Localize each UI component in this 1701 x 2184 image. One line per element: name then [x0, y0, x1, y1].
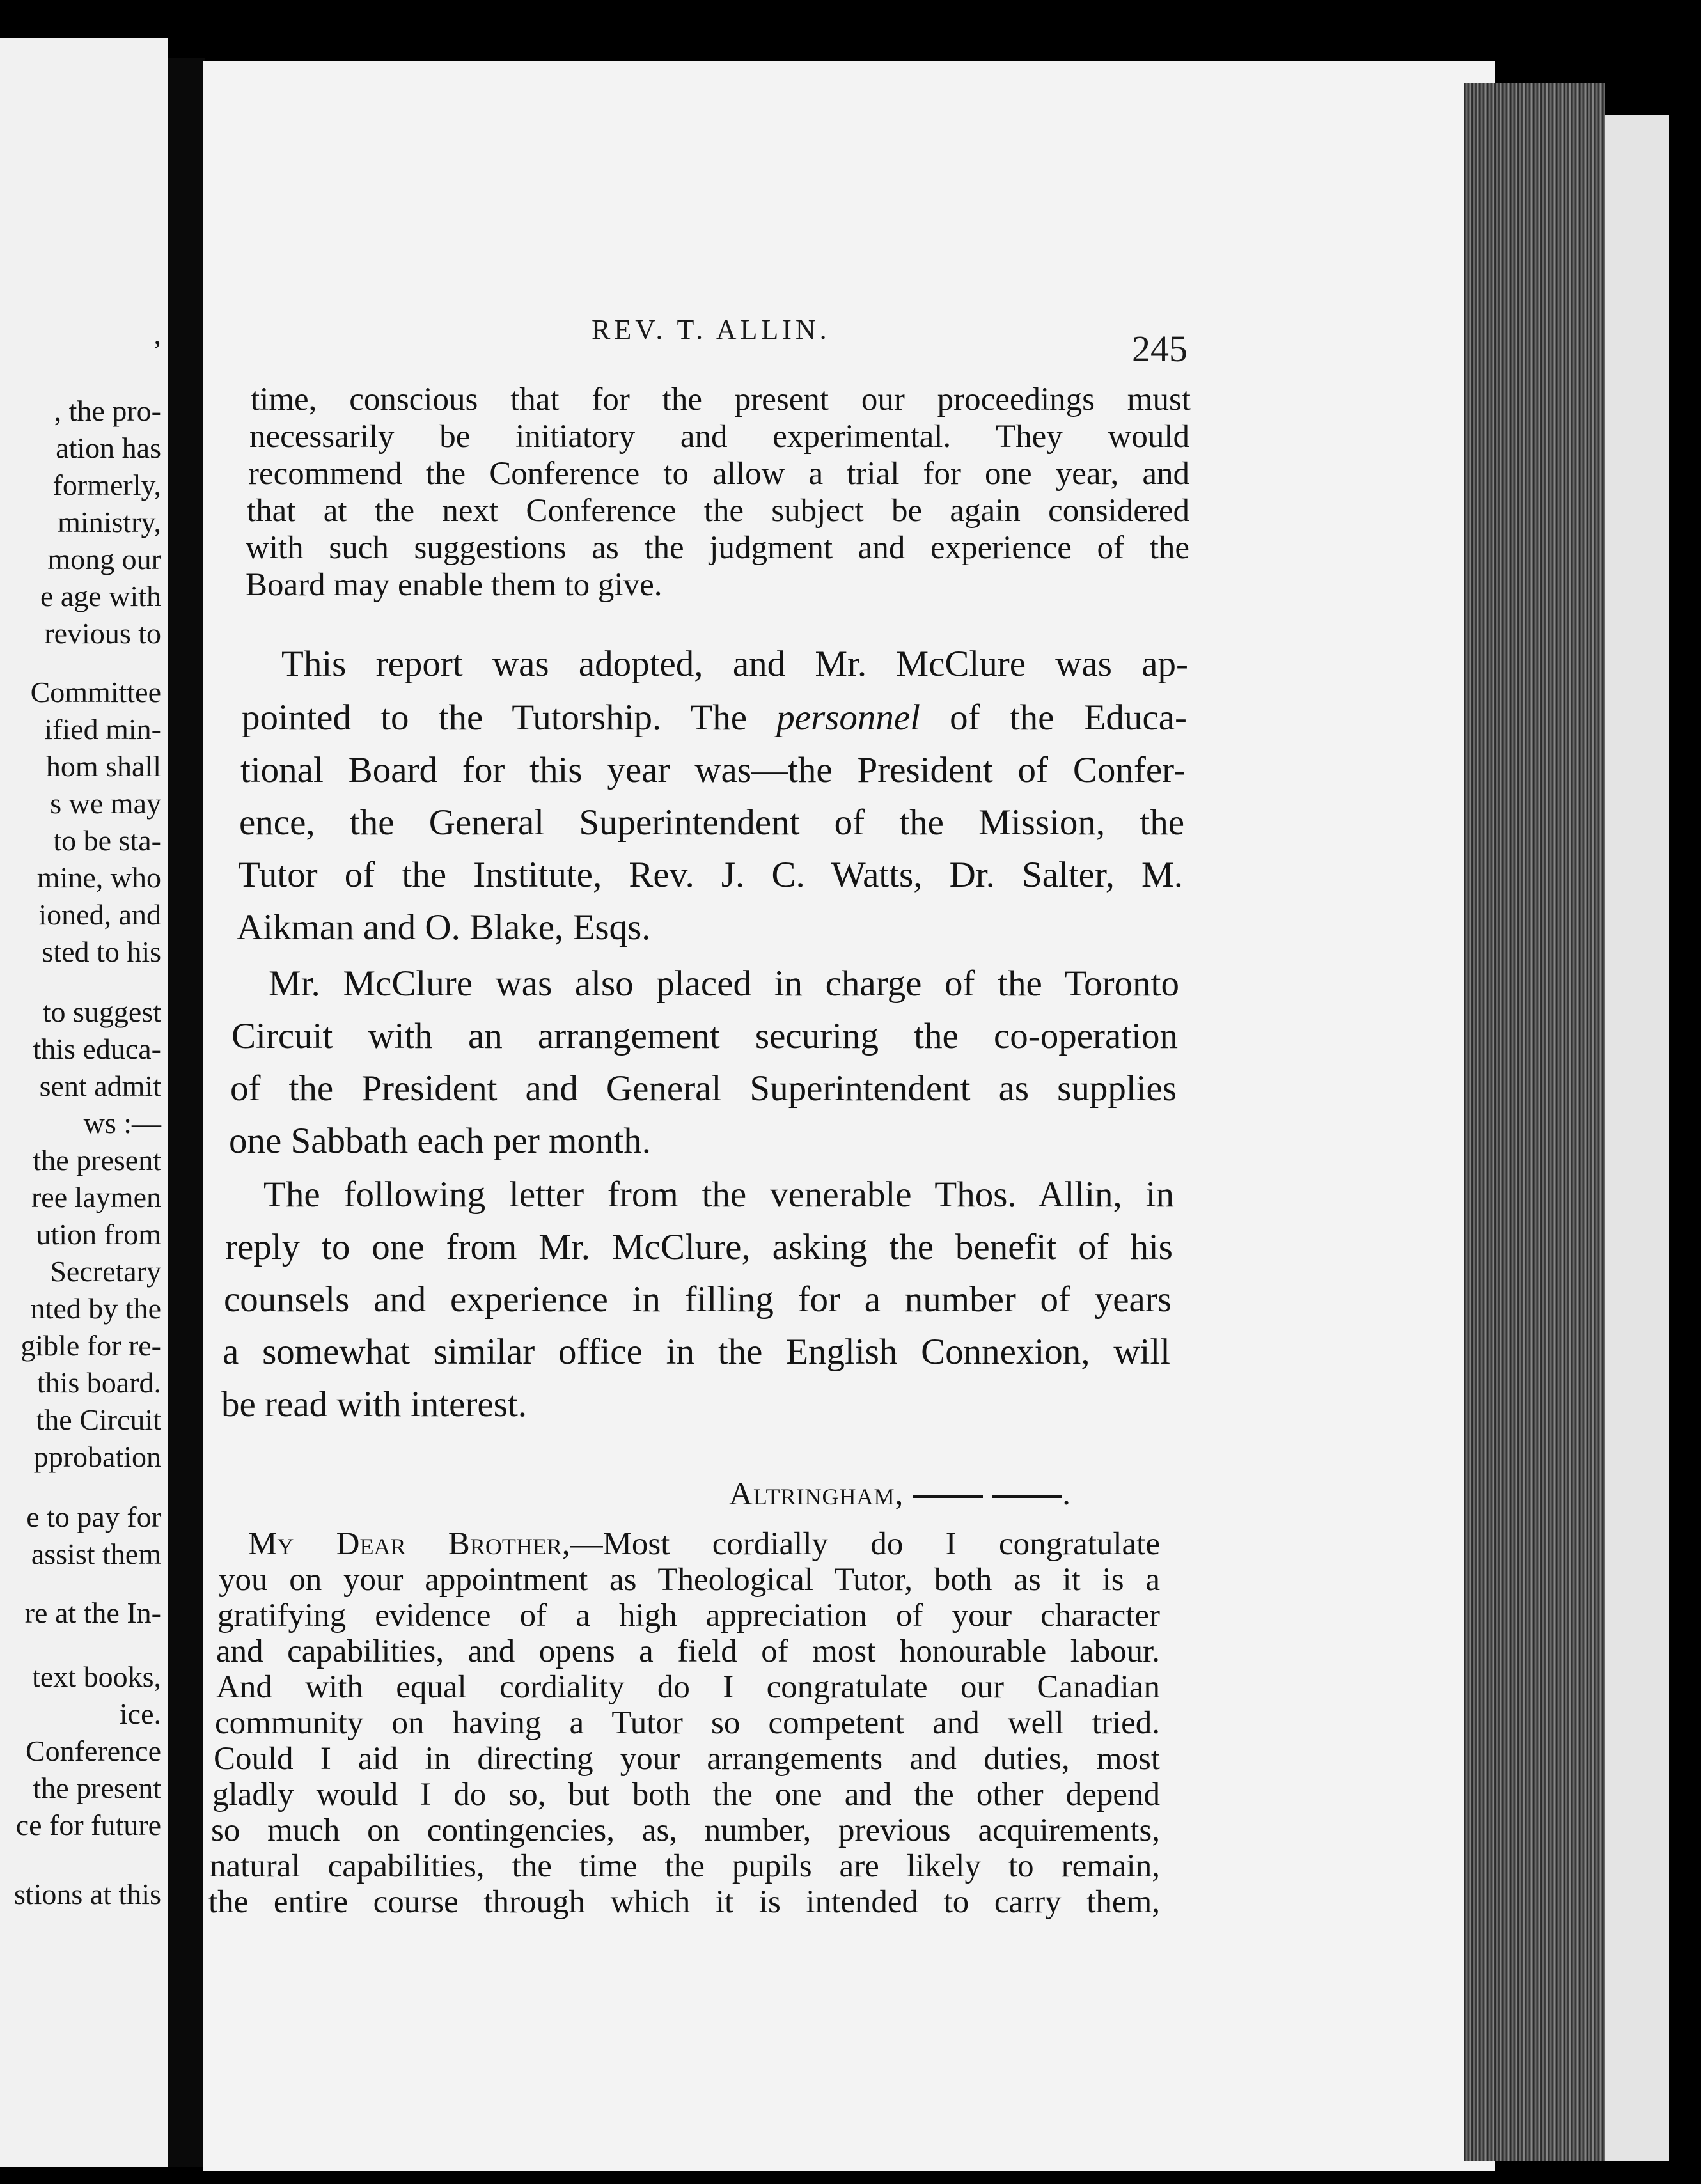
left-page-line: stions at this	[13, 1878, 161, 1910]
letter-line: gladly would I do so, but both the one and the other depend	[212, 1777, 1160, 1813]
left-page-line: assist them	[31, 1538, 161, 1570]
letter-line: And with equal cordiality do I congratulate our Canadian	[216, 1669, 1160, 1705]
left-page-line: the Circuit	[36, 1403, 161, 1436]
letter-place-end: .	[1062, 1476, 1072, 1512]
left-page-line: revious to	[44, 617, 161, 650]
left-page-line: this board.	[36, 1366, 161, 1399]
letter-first-line	[248, 1528, 1160, 1561]
circuit-line: one Sabbath each per month.	[229, 1121, 652, 1161]
place-dash	[913, 1495, 983, 1498]
adopted-line: tional Board for this year was—the President of Confer-	[240, 750, 1186, 790]
report-line: with such suggestions as the judgment and experience of the	[246, 530, 1189, 566]
left-page-line: Committee	[30, 676, 161, 708]
left-page-line: ce for future	[15, 1809, 161, 1841]
left-page-line: this educa-	[33, 1033, 161, 1065]
cover-edge	[1605, 115, 1669, 2161]
letter-line: natural capabilities, the time the pupils are likely to remain,	[210, 1848, 1160, 1884]
report-line: necessarily be initiatory and experimental. They would	[249, 419, 1189, 455]
report-line: Board may enable them to give.	[246, 567, 662, 603]
letter-line: gratifying evidence of a high appreciation of your character	[217, 1598, 1160, 1634]
adopted-line: Tutor of the Institute, Rev. J. C. Watts, Dr. Salter, M.	[238, 855, 1183, 895]
letter-salutation: My Dear Brother,	[248, 1526, 570, 1562]
adopted-line: This report was adopted, and Mr. McClure was ap-	[281, 644, 1188, 684]
page-edges	[1464, 83, 1605, 2161]
left-page-line: re at the In-	[24, 1596, 161, 1629]
left-page-line: , the pro-	[54, 394, 161, 427]
left-page-line: ws :—	[83, 1107, 161, 1139]
page-number: 245	[1132, 328, 1188, 370]
left-page-line: Secretary	[50, 1255, 161, 1288]
left-page-line: e to pay for	[26, 1501, 161, 1533]
left-page-line: the present	[33, 1772, 161, 1804]
circuit-line: Circuit with an arrangement securing the co-operation	[231, 1016, 1178, 1056]
report-line: recommend the Conference to allow a trial for one year, and	[248, 456, 1189, 492]
letter-line: and capabilities, and opens a field of most honourable labour.	[216, 1634, 1160, 1669]
adopted-text: pointed to the Tutorship. The	[242, 698, 777, 738]
intro-line: a somewhat similar office in the English Connexion, will	[223, 1332, 1170, 1372]
left-facing-page	[0, 38, 168, 2167]
intro-line: be read with interest.	[221, 1384, 527, 1424]
left-page-line: mine, who	[36, 861, 161, 894]
left-page-line: e age with	[40, 580, 161, 612]
circuit-line: of the President and General Superintendent as supplies	[230, 1068, 1177, 1109]
left-page-line: s we may	[50, 787, 161, 820]
report-line: time, conscious that for the present our proceedings must	[251, 382, 1191, 417]
letter-line: community on having a Tutor so competent and well tried.	[215, 1705, 1160, 1741]
left-page-line: gible for re-	[20, 1329, 161, 1362]
left-page-line: pprobation	[33, 1440, 161, 1473]
left-page-line: ation has	[56, 432, 161, 464]
adopted-text: of the Educa-	[920, 698, 1188, 738]
left-page-line: mong our	[47, 543, 161, 575]
left-page-line: ioned, and	[38, 898, 161, 931]
left-page-line: Conference	[26, 1735, 161, 1767]
letter-line: so much on contingencies, as, number, previous acquirements,	[211, 1813, 1160, 1848]
left-page-line: text books,	[32, 1660, 161, 1693]
left-page-line: sent admit	[39, 1070, 161, 1102]
left-page-line: ice.	[119, 1697, 161, 1730]
intro-line: counsels and experience in filling for a number of years	[224, 1279, 1172, 1320]
italic-word: personnel	[776, 698, 921, 738]
place-dash	[992, 1495, 1062, 1498]
adopted-line: ence, the General Superintendent of the Mission, the	[239, 802, 1184, 843]
left-page-line: sted to his	[42, 935, 161, 968]
left-page-line: hom shall	[45, 750, 161, 783]
left-page-line: to suggest	[42, 995, 161, 1028]
letter-place	[729, 1476, 1071, 1513]
left-page-line: nted by the	[30, 1292, 161, 1325]
report-line: that at the next Conference the subject be again considered	[247, 493, 1189, 529]
letter-line: Could I aid in directing your arrangements and duties, most	[214, 1741, 1160, 1777]
intro-line: reply to one from Mr. McClure, asking the benefit of his	[225, 1227, 1173, 1267]
left-page-line: ified min-	[44, 713, 161, 745]
letter-text: —Most cordially do I congratulate	[570, 1526, 1160, 1562]
book-gutter	[168, 58, 205, 2167]
left-page-line: ministry,	[58, 506, 161, 538]
left-page-line: to be sta-	[53, 824, 161, 857]
adopted-line: Aikman and O. Blake, Esqs.	[237, 907, 651, 948]
letter-line: you on your appointment as Theological Tutor, both as it is a	[219, 1562, 1160, 1598]
intro-line: The following letter from the venerable Thos. Allin, in	[263, 1174, 1174, 1215]
left-page-line: ,	[153, 318, 161, 350]
letter-line: the entire course through which it is intended to carry them,	[208, 1884, 1160, 1920]
left-page-line: formerly,	[52, 469, 161, 501]
adopted-line-with-italic	[242, 699, 1187, 736]
letter-place-name: Altringham,	[729, 1476, 904, 1512]
left-page-line: ution from	[36, 1218, 161, 1251]
left-page-line: ree laymen	[31, 1181, 161, 1213]
circuit-line: Mr. McClure was also placed in charge of the Toronto	[269, 963, 1179, 1004]
running-head: REV. T. ALLIN.	[592, 314, 831, 345]
left-page-line: the present	[33, 1144, 161, 1176]
